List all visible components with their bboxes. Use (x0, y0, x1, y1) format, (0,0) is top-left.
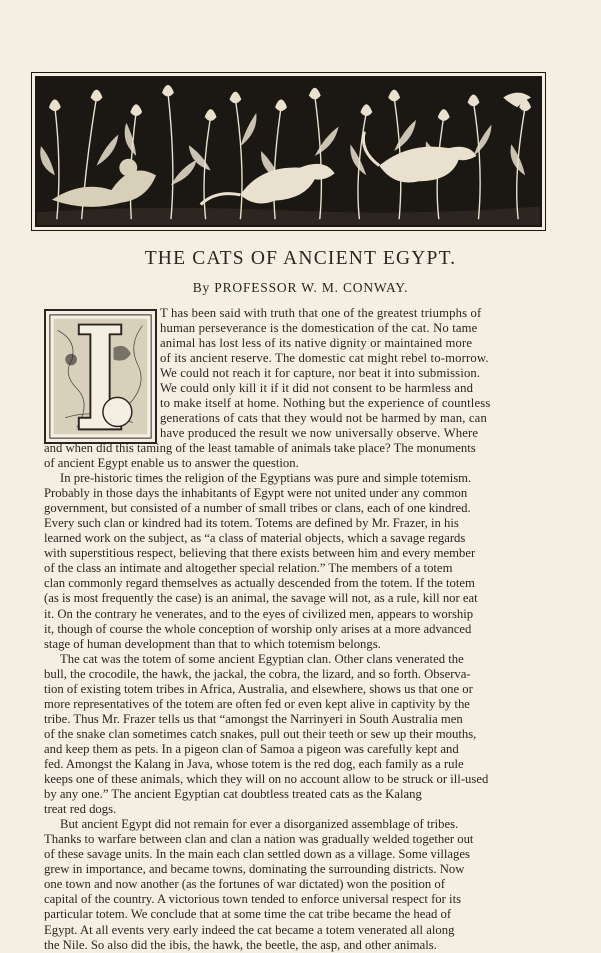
text-line: animal has lost less of its native dignity or maintained more (160, 336, 473, 351)
byline (0, 280, 601, 296)
text-line: one town and now another (as the fortunes of war dictated) won the position of (44, 877, 445, 892)
text-line: (as is most frequently the case) is an animal, the savage will not, as a rule, kill nor eat (44, 591, 478, 606)
text-line: of ancient Egypt enable us to answer the question. (44, 456, 299, 471)
text-line: treat red dogs. (44, 802, 117, 817)
text-line: Thanks to warfare between clan and clan a nation was gradually welded together out (44, 832, 474, 847)
paragraph-1-indented (160, 306, 490, 441)
text-line: particular totem. We conclude that at some time the cat tribe became the head of (44, 907, 452, 922)
text-line: The cat was the totem of some ancient Egyptian clan. Other clans venerated the (60, 651, 464, 666)
byline-author: PROFESSOR W. M. CONWAY. (214, 280, 409, 295)
text-line: of its ancient reserve. The domestic cat might rebel to-morrow. (160, 351, 489, 366)
text-line: by any one.” The ancient Egyptian cat doubtless treated cats as the Kalang (44, 787, 422, 802)
text-line: human perseverance is the domestication of the cat. No tame (160, 321, 478, 336)
text-line: of these savage units. In the main each clan settled down as a village. Some villages (44, 847, 470, 862)
text-line: and keep them as pets. In a pigeon clan of Samoa a pigeon was carefully kept and (44, 741, 459, 756)
ornamental-initial-icon (46, 311, 155, 442)
text-line: We could not reach it for capture, nor beat it into submission. (160, 366, 481, 381)
drop-cap-initial (44, 309, 157, 444)
article-title: THE CATS OF ANCIENT EGYPT. (144, 248, 457, 269)
text-line: Every such clan or kindred had its totem. Totems are defined by Mr. Frazer, in his (44, 516, 459, 531)
text-line: capital of the country. A victorious town tended to enforce universal respect for its (44, 892, 462, 907)
text-line: stage of human development than that to which totemism belongs. (44, 636, 381, 651)
text-line: with superstitious respect, believing that there exists between him and every member (44, 546, 476, 561)
text-line: T has been said with truth that one of the greatest triumphs of (160, 306, 482, 320)
byline-by: By (192, 280, 211, 295)
text-line: generations of cats that they would not be harmed by man, can (160, 411, 487, 426)
text-line: Egypt. At all events very early indeed the cat became a totem venerated all along (44, 922, 455, 937)
text-line: have produced the result we now universally observe. Where (160, 426, 479, 441)
text-line: tribe. Thus Mr. Frazer tells us that “amongst the Narrinyeri in South Australia men (44, 711, 463, 726)
text-line: We could only kill it if it did not consent to be harmless and (160, 381, 474, 396)
text-line: fed. Amongst the Kalang in Java, whose totem is the red dog, each family as a rule (44, 756, 464, 771)
text-line: But ancient Egypt did not remain for ever a disorganized assemblage of tribes. (60, 817, 459, 832)
text-line: learned work on the subject, as “a class of material objects, which a savage regards (44, 531, 466, 546)
text-line: it, though of course the whole conception of worship only arises at a more advanced (44, 621, 472, 636)
text-line: of the class an intimate and altogether special relation.” The members of a totem (44, 561, 453, 576)
text-line: tion of existing totem tribes in Africa, Australia, and elsewhere, shows us that one or (44, 681, 473, 696)
text-line: the Nile. So also did the ibis, the hawk, the beetle, the asp, and other animals. (44, 937, 437, 952)
text-line: it. On the contrary he venerates, and to the eyes of civilized men, appears to worship (44, 606, 474, 621)
article-body (44, 441, 488, 953)
text-line: more representatives of the totem are often fed or even kept alive in captivity by the (44, 696, 470, 711)
text-line: of the snake clan sometimes catch snakes, pull out their teeth or sew up their mouths, (44, 726, 477, 741)
text-line: government, but consisted of a number of small tribes or clans, each of one kindred. (44, 501, 471, 516)
text-line: In pre-historic times the religion of the Egyptians was pure and simple totemism. (60, 471, 472, 486)
text-line: bull, the crocodile, the hawk, the jackal, the cobra, the lizard, and so forth. Observa- (44, 666, 471, 681)
text-line: to make itself at home. Nothing but the experience of countless (160, 396, 491, 411)
text-line: grew in importance, and became towns, dominating the surrounding districts. Now (44, 862, 465, 877)
text-line: keeps one of these animals, which they will on no account allow to be struck or ill-used (44, 772, 489, 787)
header-engraving (35, 76, 542, 227)
text-line: and when did this taming of the least tamable of animals take place? The monuments (44, 441, 476, 455)
text-line: clan commonly regard themselves as actually descended from the totem. If the totem (44, 576, 475, 591)
text-line: Probably in those days the inhabitants of Egypt were not united under any common (44, 486, 468, 501)
cats-woodcut-illustration (37, 78, 540, 225)
